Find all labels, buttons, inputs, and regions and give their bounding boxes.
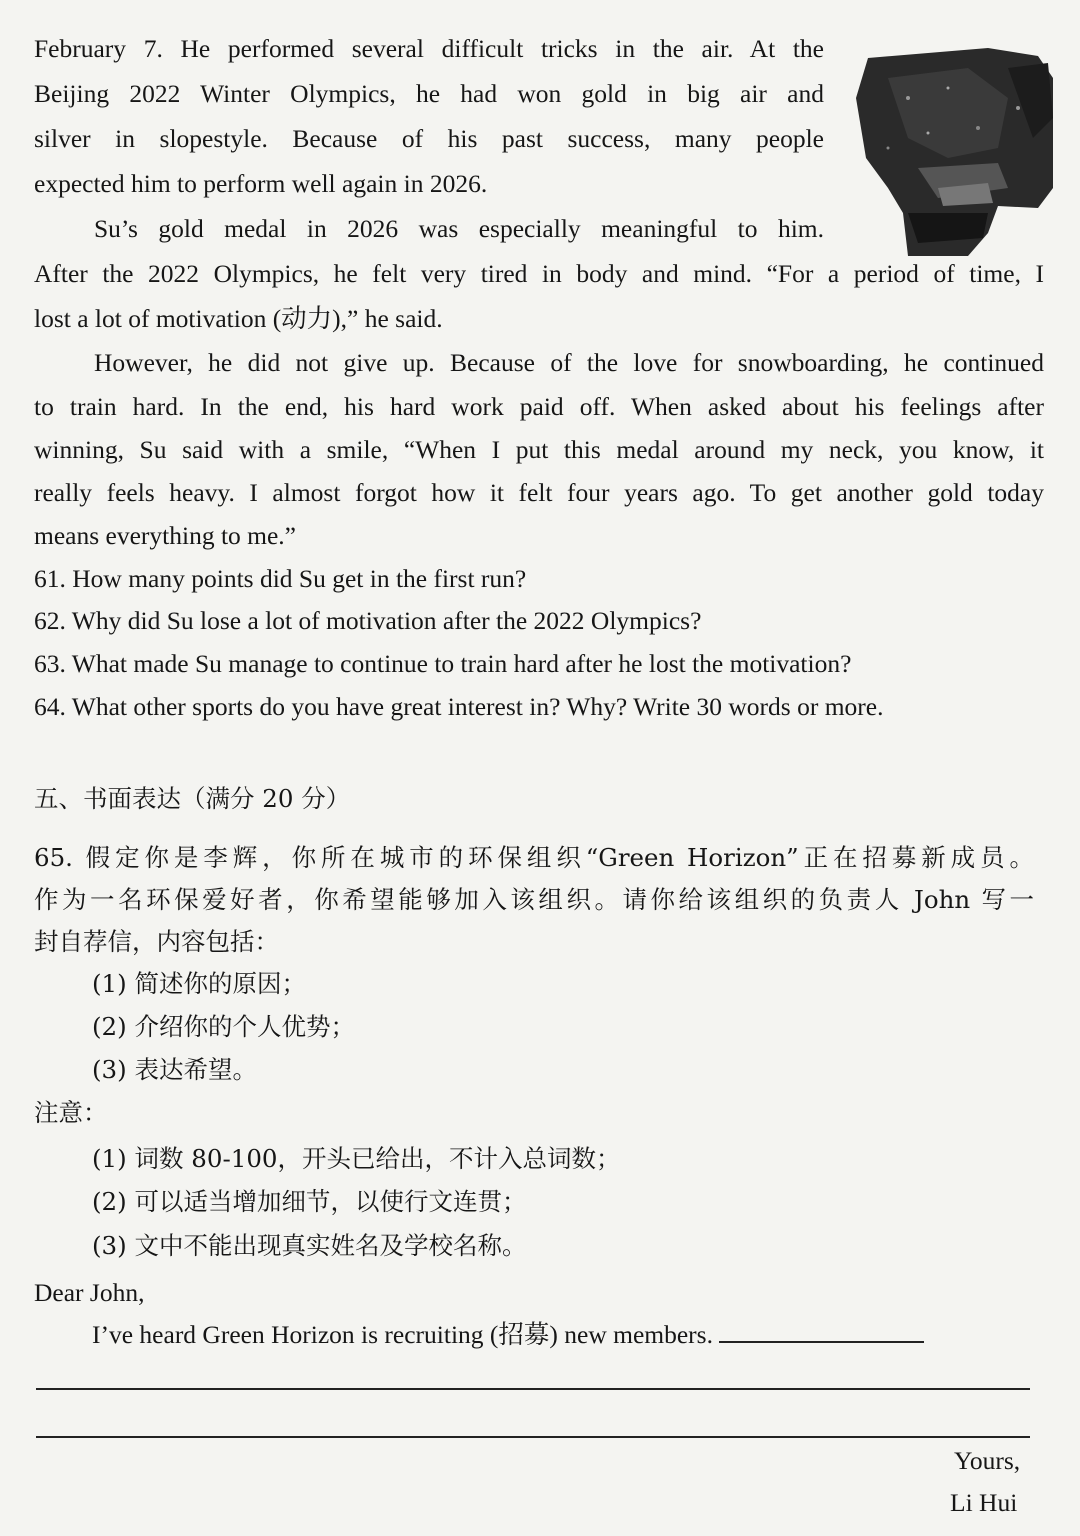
passage-line: winning, Su said with a smile, “When I put this medal around my neck, you know, it bbox=[34, 435, 1044, 464]
passage-line: February 7. He performed several difficult tricks in the air. At the bbox=[34, 34, 824, 63]
passage-line: really feels heavy. I almost forgot how it felt four years ago. To get another gold today bbox=[34, 478, 1044, 507]
notes-title: 注意： bbox=[34, 1098, 108, 1127]
answer-blank[interactable] bbox=[719, 1323, 924, 1343]
question-61: 61. How many points did Su get in the first run? bbox=[34, 564, 527, 593]
passage-line: Su’s gold medal in 2026 was especially meaningful to him. bbox=[94, 214, 824, 243]
note-item: (3) 文中不能出现真实姓名及学校名称。 bbox=[92, 1231, 527, 1260]
question-62: 62. Why did Su lose a lot of motivation after the 2022 Olympics? bbox=[34, 606, 702, 635]
passage-line: means everything to me.” bbox=[34, 521, 296, 550]
letter-opening: I’ve heard Green Horizon is recruiting (招募) new members. bbox=[92, 1320, 713, 1349]
passage-line: to train hard. In the end, his hard work paid off. When asked about his feelings after bbox=[34, 392, 1044, 421]
answer-line[interactable] bbox=[36, 1436, 1030, 1438]
passage-line: expected him to perform well again in 2026. bbox=[34, 169, 488, 198]
letter-closing: Yours, bbox=[954, 1446, 1021, 1475]
prompt-line: 封自荐信，内容包括： bbox=[34, 927, 279, 956]
snowboarder-photo bbox=[848, 38, 1056, 256]
content-item: (3) 表达希望。 bbox=[92, 1055, 257, 1084]
letter-salutation: Dear John, bbox=[34, 1278, 145, 1307]
passage-line: Beijing 2022 Winter Olympics, he had won gold in big air and bbox=[34, 79, 824, 108]
prompt-line: 65. 假定你是李辉，你所在城市的环保组织“Green Horizon”正在招募新成员。 bbox=[34, 843, 1034, 872]
letter-signature: Li Hui bbox=[950, 1488, 1018, 1517]
passage-line: silver in slopestyle. Because of his past success, many people bbox=[34, 124, 824, 153]
section-heading: 五、书面表达（满分 20 分） bbox=[34, 784, 351, 813]
note-item: (2) 可以适当增加细节，以使行文连贯； bbox=[92, 1187, 527, 1216]
answer-line[interactable] bbox=[36, 1388, 1030, 1390]
letter-opening-line bbox=[92, 1322, 924, 1348]
question-64: 64. What other sports do you have great interest in? Why? Write 30 words or more. bbox=[34, 692, 884, 721]
note-item: (1) 词数 80-100，开头已给出，不计入总词数； bbox=[92, 1144, 621, 1173]
content-item: (1) 简述你的原因； bbox=[92, 969, 306, 998]
prompt-line: 作为一名环保爱好者，你希望能够加入该组织。请你给该组织的负责人 John 写一 bbox=[34, 885, 1034, 914]
passage-line: However, he did not give up. Because of the love for snowboarding, he continued bbox=[94, 348, 1044, 377]
question-63: 63. What made Su manage to continue to train hard after he lost the motivation? bbox=[34, 649, 852, 678]
passage-line: After the 2022 Olympics, he felt very tired in body and mind. “For a period of time, I bbox=[34, 259, 1044, 288]
content-item: (2) 介绍你的个人优势； bbox=[92, 1012, 355, 1041]
passage-line: lost a lot of motivation (动力),” he said. bbox=[34, 304, 443, 333]
